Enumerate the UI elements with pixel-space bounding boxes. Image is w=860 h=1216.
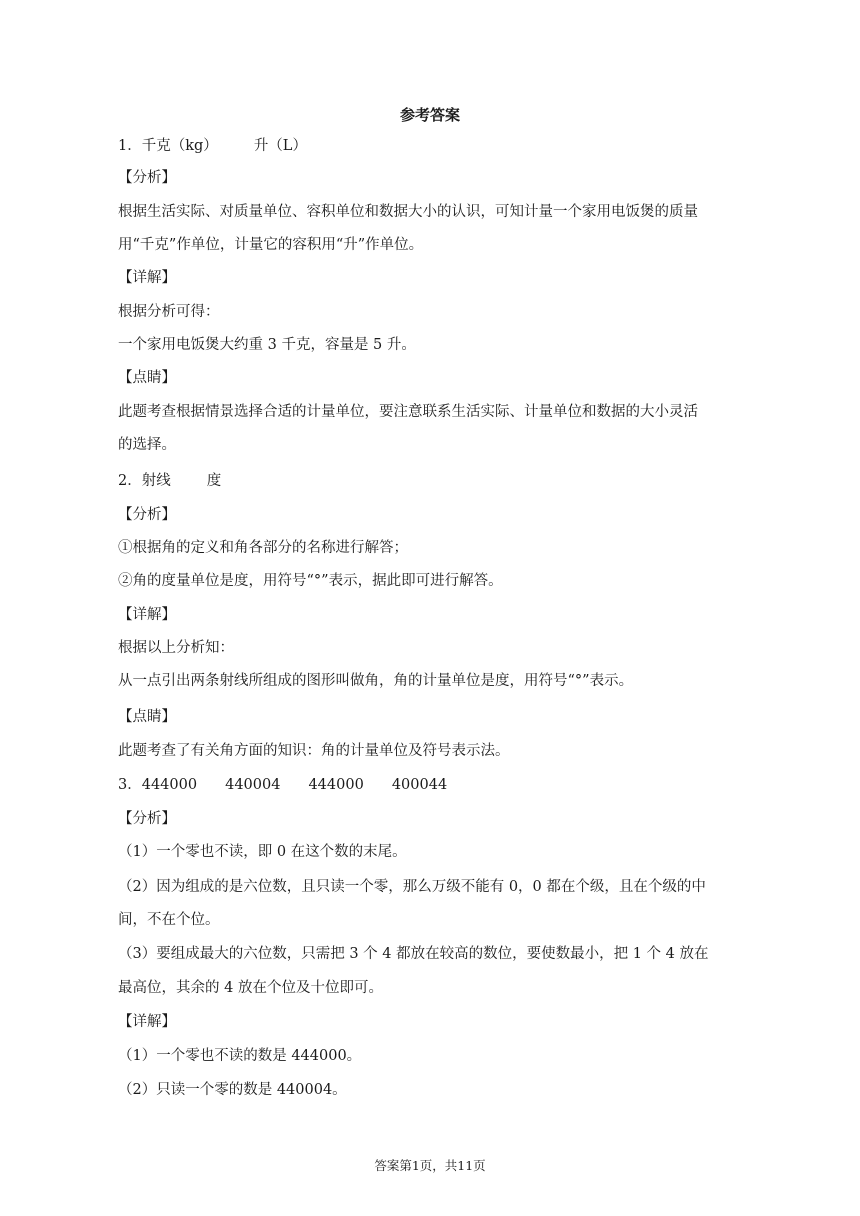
q3-answer-4: 400044 [391, 777, 448, 793]
q3-answer-2: 440004 [225, 777, 281, 793]
q2-number: 2． [118, 473, 142, 489]
q2-analysis-text-1: ①根据角的定义和角各部分的名称进行解答； [118, 540, 408, 556]
q3-analysis-text-5: 最高位，其余的 4 放在个位及十位即可。 [118, 980, 383, 996]
q3-analysis-text-3: 间，不在个位。 [118, 912, 220, 928]
q1-comment-text-2: 的选择。 [118, 437, 176, 453]
q1-comment-label: 【点睛】 [118, 370, 176, 386]
q1-detail-label: 【详解】 [118, 270, 176, 286]
q1-detail-text-1: 根据分析可得： [118, 304, 220, 320]
q3-detail-text-2: （2）只读一个零的数是 440004。 [118, 1082, 347, 1098]
q2-answer-line [118, 470, 738, 492]
q3-detail-text-1: （1）一个零也不读的数是 444000。 [118, 1048, 362, 1064]
q3-analysis-text-2: （2）因为组成的是六位数，且只读一个零，那么万级不能有 0，0 都在个级，且在个级的中 [118, 879, 706, 895]
q3-answer-1: 444000 [141, 777, 198, 793]
q1-comment-text-1: 此题考查根据情景选择合适的计量单位，要注意联系生活实际、计量单位和数据的大小灵活 [118, 404, 698, 420]
q3-analysis-text-1: （1）一个零也不读，即 0 在这个数的末尾。 [118, 844, 407, 860]
q2-detail-label: 【详解】 [118, 607, 176, 623]
page-footer: 答案第1页，共11页 [374, 1158, 486, 1173]
q2-detail-text-1: 根据以上分析知： [118, 640, 234, 656]
q2-comment-text-1: 此题考查了有关角方面的知识：角的计量单位及符号表示法。 [118, 743, 510, 759]
q3-detail-label: 【详解】 [118, 1014, 176, 1030]
q3-answer-line [118, 774, 738, 796]
q1-number: 1． [118, 138, 142, 154]
q2-answer-1: 射线 [141, 473, 171, 489]
q2-comment-label: 【点睛】 [118, 709, 176, 725]
q1-answer-line [118, 135, 738, 157]
q2-answer-2: 度 [206, 473, 222, 489]
q3-number: 3． [118, 777, 142, 793]
q2-analysis-text-2: ②角的度量单位是度，用符号“°”表示，据此即可进行解答。 [118, 573, 503, 589]
q1-detail-text-2: 一个家用电饭煲大约重 3 千克，容量是 5 升。 [118, 337, 416, 353]
q3-analysis-label: 【分析】 [118, 811, 176, 827]
q1-analysis-text-1: 根据生活实际、对质量单位、容积单位和数据大小的认识，可知计量一个家用电饭煲的质量 [118, 204, 698, 220]
q3-analysis-text-4: （3）要组成最大的六位数，只需把 3 个 4 都放在较高的数位，要使数最小，把 1 个 4 放在 [118, 946, 709, 962]
q1-answer-2: 升（L） [253, 138, 307, 154]
q1-answer-1: 千克（kg） [141, 138, 218, 154]
q1-analysis-text-2: 用“千克”作单位，计量它的容积用“升”作单位。 [118, 237, 424, 253]
q2-analysis-label: 【分析】 [118, 507, 176, 523]
page-title: 参考答案 [399, 106, 460, 124]
q2-detail-text-2: 从一点引出两条射线所组成的图形叫做角，角的计量单位是度，用符号“°”表示。 [118, 673, 634, 689]
q3-answer-3: 444000 [308, 777, 364, 793]
q1-analysis-label: 【分析】 [118, 170, 176, 186]
